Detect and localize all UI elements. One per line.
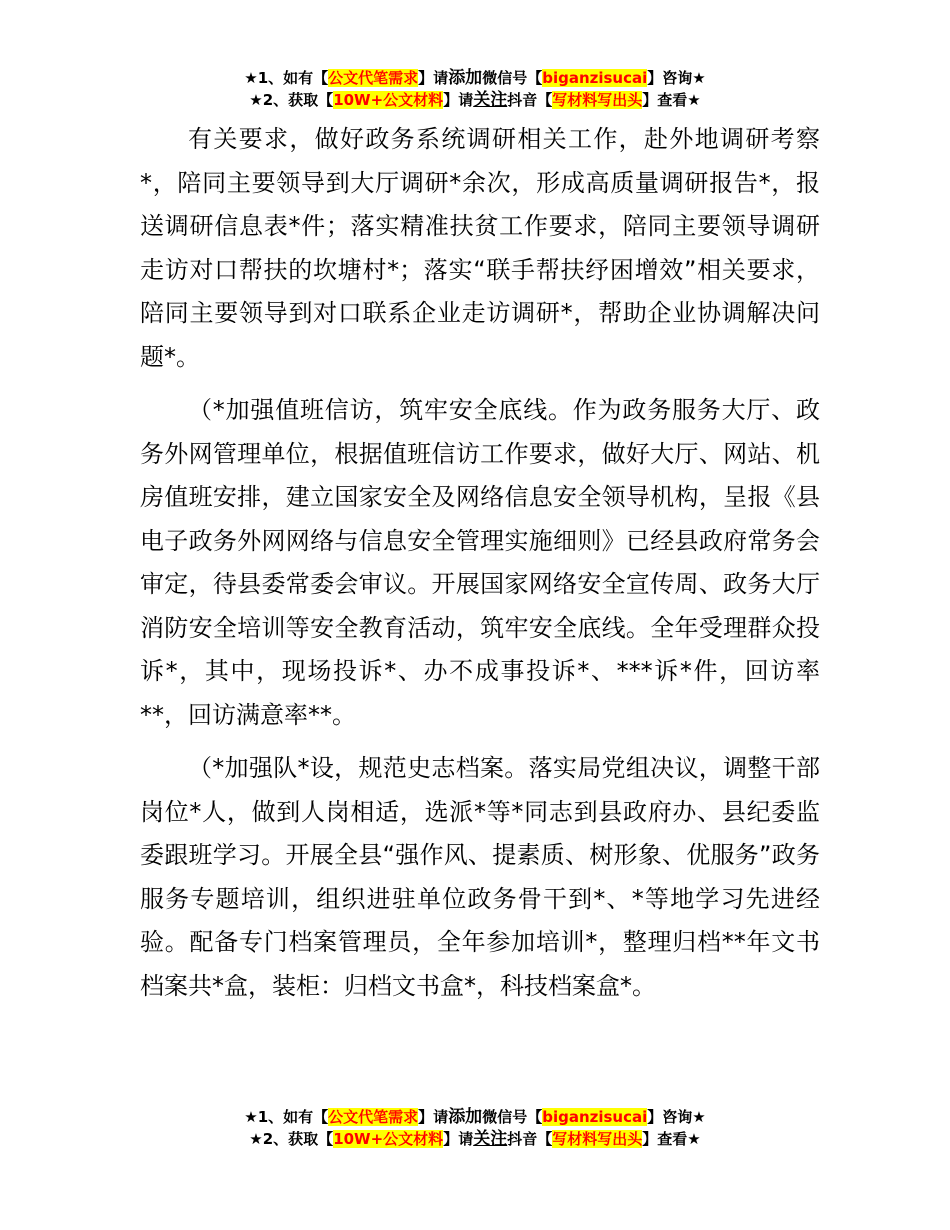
promo-highlight: biganzisucai xyxy=(542,1108,648,1126)
document-body xyxy=(140,118,820,1018)
footer-promo-banner xyxy=(0,1106,950,1150)
promo-text: 添加 xyxy=(448,68,483,88)
paragraph: 有关要求，做好政务系统调研相关工作，赴外地调研考察*，陪同主要领导到大厅调研*余次，形成高质量调研报告*，报送调研信息表*件；落实精准扶贫工作要求，陪同主要领导调研走访对口帮扶的坎塘村*；落实“联手帮扶纾困增效”相关要求，陪同主要领导到对口联系企业走访调研*，帮助企业协调解决问题*。 xyxy=(140,125,820,371)
promo-highlight: 公文代笔需求 xyxy=(328,1108,419,1126)
promo-text: 】咨询★ xyxy=(647,1108,706,1126)
promo-highlight: 写材料写出头 xyxy=(552,91,643,109)
promo-line-2 xyxy=(0,89,950,111)
promo-line-2 xyxy=(0,1128,950,1150)
promo-text: 关注 xyxy=(473,90,508,110)
promo-text: 】查看★ xyxy=(642,91,701,109)
promo-text: 微信号【 xyxy=(482,69,543,87)
promo-text: ★1、如有【 xyxy=(244,1108,329,1126)
promo-text: 添加 xyxy=(448,1107,483,1127)
promo-line-1 xyxy=(0,1106,950,1128)
promo-text: ★1、如有【 xyxy=(244,69,329,87)
promo-text: 】请 xyxy=(418,1108,449,1126)
promo-text: ★2、获取【 xyxy=(249,1130,334,1148)
promo-highlight: biganzisucai xyxy=(542,69,648,87)
promo-text: 关注 xyxy=(473,1129,508,1149)
promo-text: 微信号【 xyxy=(482,1108,543,1126)
promo-text: 】请 xyxy=(443,91,474,109)
header-promo-banner xyxy=(0,67,950,111)
promo-text: 抖音【 xyxy=(507,91,553,109)
promo-highlight: 写材料写出头 xyxy=(552,1130,643,1148)
promo-text: ★2、获取【 xyxy=(249,91,334,109)
promo-text: 】咨询★ xyxy=(647,69,706,87)
promo-text: 】请 xyxy=(443,1130,474,1148)
paragraph: （*加强值班信访，筑牢安全底线。作为政务服务大厅、政务外网管理单位，根据值班信访工作要求，做好大厅、网站、机房值班安排，建立国家安全及网络信息安全领导机构，呈报《县电子政务外网网络与信息安全管理实施细则》已经县政府常务会审定，待县委常委会审议。开展国家网络安全宣传周、政务大厅消防安全培训等安全教育活动，筑牢安全底线。全年受理群众投诉*，其中，现场投诉*、办不成事投诉*、***诉*件，回访率**，回访满意率**。 xyxy=(140,396,820,729)
paragraph: （*加强队*设，规范史志档案。落实局党组决议，调整干部岗位*人，做到人岗相适，选派*等*同志到县政府办、县纪委监委跟班学习。开展全县“强作风、提素质、树形象、优服务”政务服务专题培训，组织进驻单位政务骨干到*、*等地学习先进经验。配备专门档案管理员，全年参加培训*，整理归档**年文书档案共*盒，装柜：归档文书盒*，科技档案盒*。 xyxy=(140,754,820,1000)
promo-highlight: 10W+公文材料 xyxy=(333,1130,444,1148)
promo-highlight: 10W+公文材料 xyxy=(333,91,444,109)
promo-highlight: 公文代笔需求 xyxy=(328,69,419,87)
promo-text: 】请 xyxy=(418,69,449,87)
promo-line-1 xyxy=(0,67,950,89)
promo-text: 抖音【 xyxy=(507,1130,553,1148)
promo-text: 】查看★ xyxy=(642,1130,701,1148)
